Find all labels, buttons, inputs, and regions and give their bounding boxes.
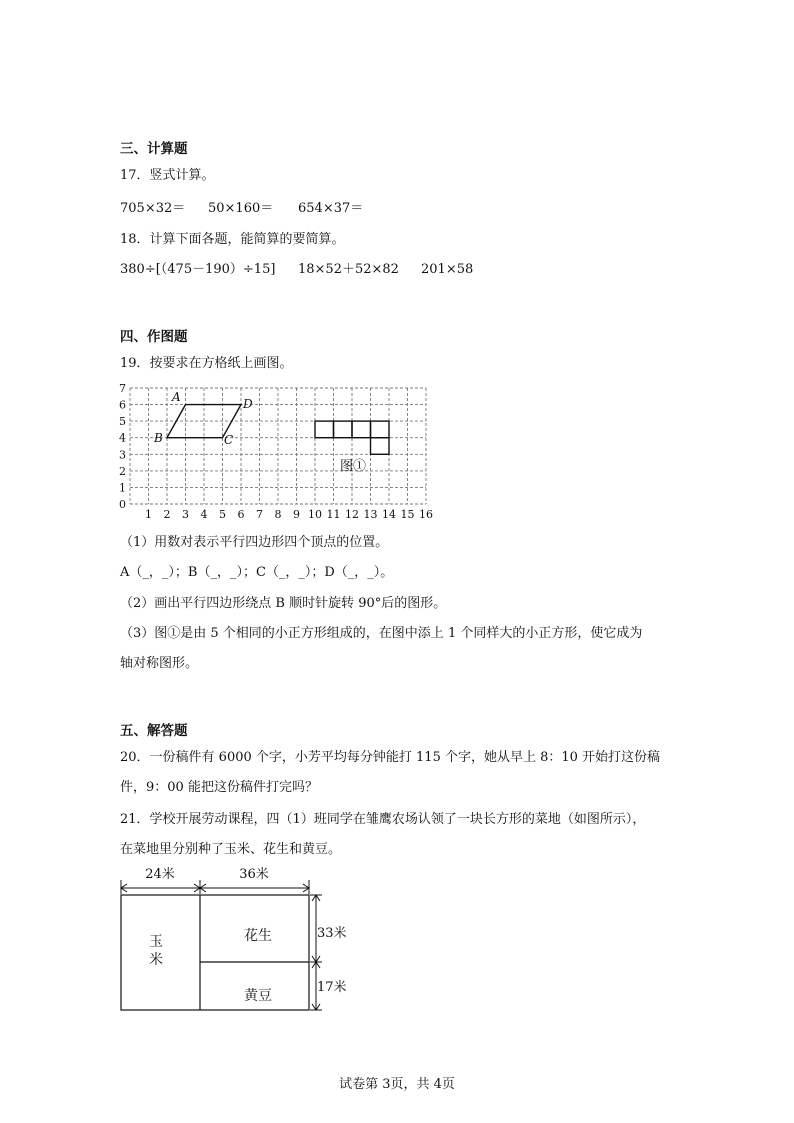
x-tick-12: 12 — [345, 508, 359, 521]
page-footer: 试卷第 3页，共 4页 — [339, 1077, 455, 1092]
point-a-label: A — [172, 390, 181, 404]
question-21-line-1: 21．学校开展劳动课程，四（1）班同学在雏鹰农场认领了一块长方形的菜地（如图所示）， — [120, 812, 646, 827]
y-tick-7: 7 — [119, 382, 126, 395]
field-figure — [110, 860, 370, 1020]
dimension-17m: 17米 — [317, 980, 347, 995]
x-tick-15: 15 — [400, 508, 415, 521]
q18-item-1: 380÷[（475－190）÷15] — [120, 262, 276, 277]
q19-sub-1-blanks: A（_，_）；B（_，_）；C（_，_）；D（_，_）。 — [120, 565, 394, 580]
q19-sub-2: （2）画出平行四边形绕点 B 顺时针旋转 90°后的图形。 — [120, 596, 447, 611]
x-tick-16: 16 — [419, 508, 433, 521]
q18-item-3: 201×58 — [421, 262, 474, 277]
point-d-label: D — [243, 397, 253, 411]
corn-label-2: 米 — [149, 952, 163, 968]
x-tick-8: 8 — [274, 508, 282, 521]
peanut-label: 花生 — [244, 928, 272, 944]
y-tick-3: 3 — [119, 448, 126, 462]
q17-item-2: 50×160＝ — [208, 201, 274, 216]
question-20-line-1: 20．一份稿件有 6000 个字，小芳平均每分钟能打 115 个字，她从早上 8：10 开始打这份稿 — [120, 750, 661, 765]
x-tick-2: 2 — [163, 508, 171, 521]
x-tick-9: 9 — [293, 508, 300, 521]
point-b-label: B — [154, 431, 163, 445]
x-tick-6: 6 — [237, 508, 245, 521]
grid-lines — [130, 388, 426, 504]
y-tick-4: 4 — [119, 431, 126, 445]
x-tick-7: 7 — [256, 508, 263, 521]
q19-sub-3-line-2: 轴对称图形。 — [120, 656, 199, 671]
question-20-line-2: 件，9：00 能把这份稿件打完吗？ — [120, 780, 318, 795]
section-5-title: 五、解答题 — [120, 723, 188, 739]
corn-label-1: 玉 — [149, 934, 163, 950]
x-tick-11: 11 — [326, 508, 341, 521]
grid-figure — [110, 378, 440, 522]
dimension-33m: 33米 — [317, 926, 347, 941]
y-tick-0: 0 — [119, 498, 126, 511]
figure-one-label: 图① — [340, 459, 367, 474]
question-17: 17．竖式计算。 — [120, 168, 215, 183]
point-c-label: C — [224, 433, 234, 447]
q17-item-1: 705×32＝ — [120, 201, 186, 216]
x-tick-3: 3 — [182, 508, 189, 521]
q17-item-3: 654×37＝ — [298, 201, 364, 216]
question-19: 19．按要求在方格纸上画图。 — [120, 356, 293, 371]
dimension-36m: 36米 — [239, 867, 269, 882]
q19-sub-3-line-1: （3）图①是由 5 个相同的小正方形组成的，在图中添上 1 个同样大的小正方形，使它成为 — [120, 626, 643, 641]
y-tick-1: 1 — [119, 481, 126, 495]
x-tick-14: 14 — [382, 508, 396, 521]
y-tick-6: 6 — [119, 398, 126, 412]
x-tick-10: 10 — [308, 508, 322, 521]
soybean-label: 黄豆 — [244, 988, 272, 1004]
section-3-title: 三、计算题 — [120, 141, 188, 157]
x-tick-4: 4 — [200, 508, 208, 521]
y-tick-5: 5 — [119, 415, 126, 429]
x-tick-1: 1 — [145, 508, 152, 521]
q18-item-2: 18×52＋52×82 — [298, 262, 399, 277]
section-4-title: 四、作图题 — [120, 329, 188, 345]
dimension-24m: 24米 — [145, 867, 175, 882]
q19-sub-1: （1）用数对表示平行四边形四个顶点的位置。 — [120, 535, 389, 550]
question-18: 18．计算下面各题，能简算的要简算。 — [120, 232, 345, 247]
x-tick-13: 13 — [363, 508, 378, 521]
question-21-line-2: 在菜地里分别种了玉米、花生和黄豆。 — [120, 842, 342, 857]
y-tick-2: 2 — [119, 464, 126, 478]
x-tick-5: 5 — [219, 508, 226, 521]
